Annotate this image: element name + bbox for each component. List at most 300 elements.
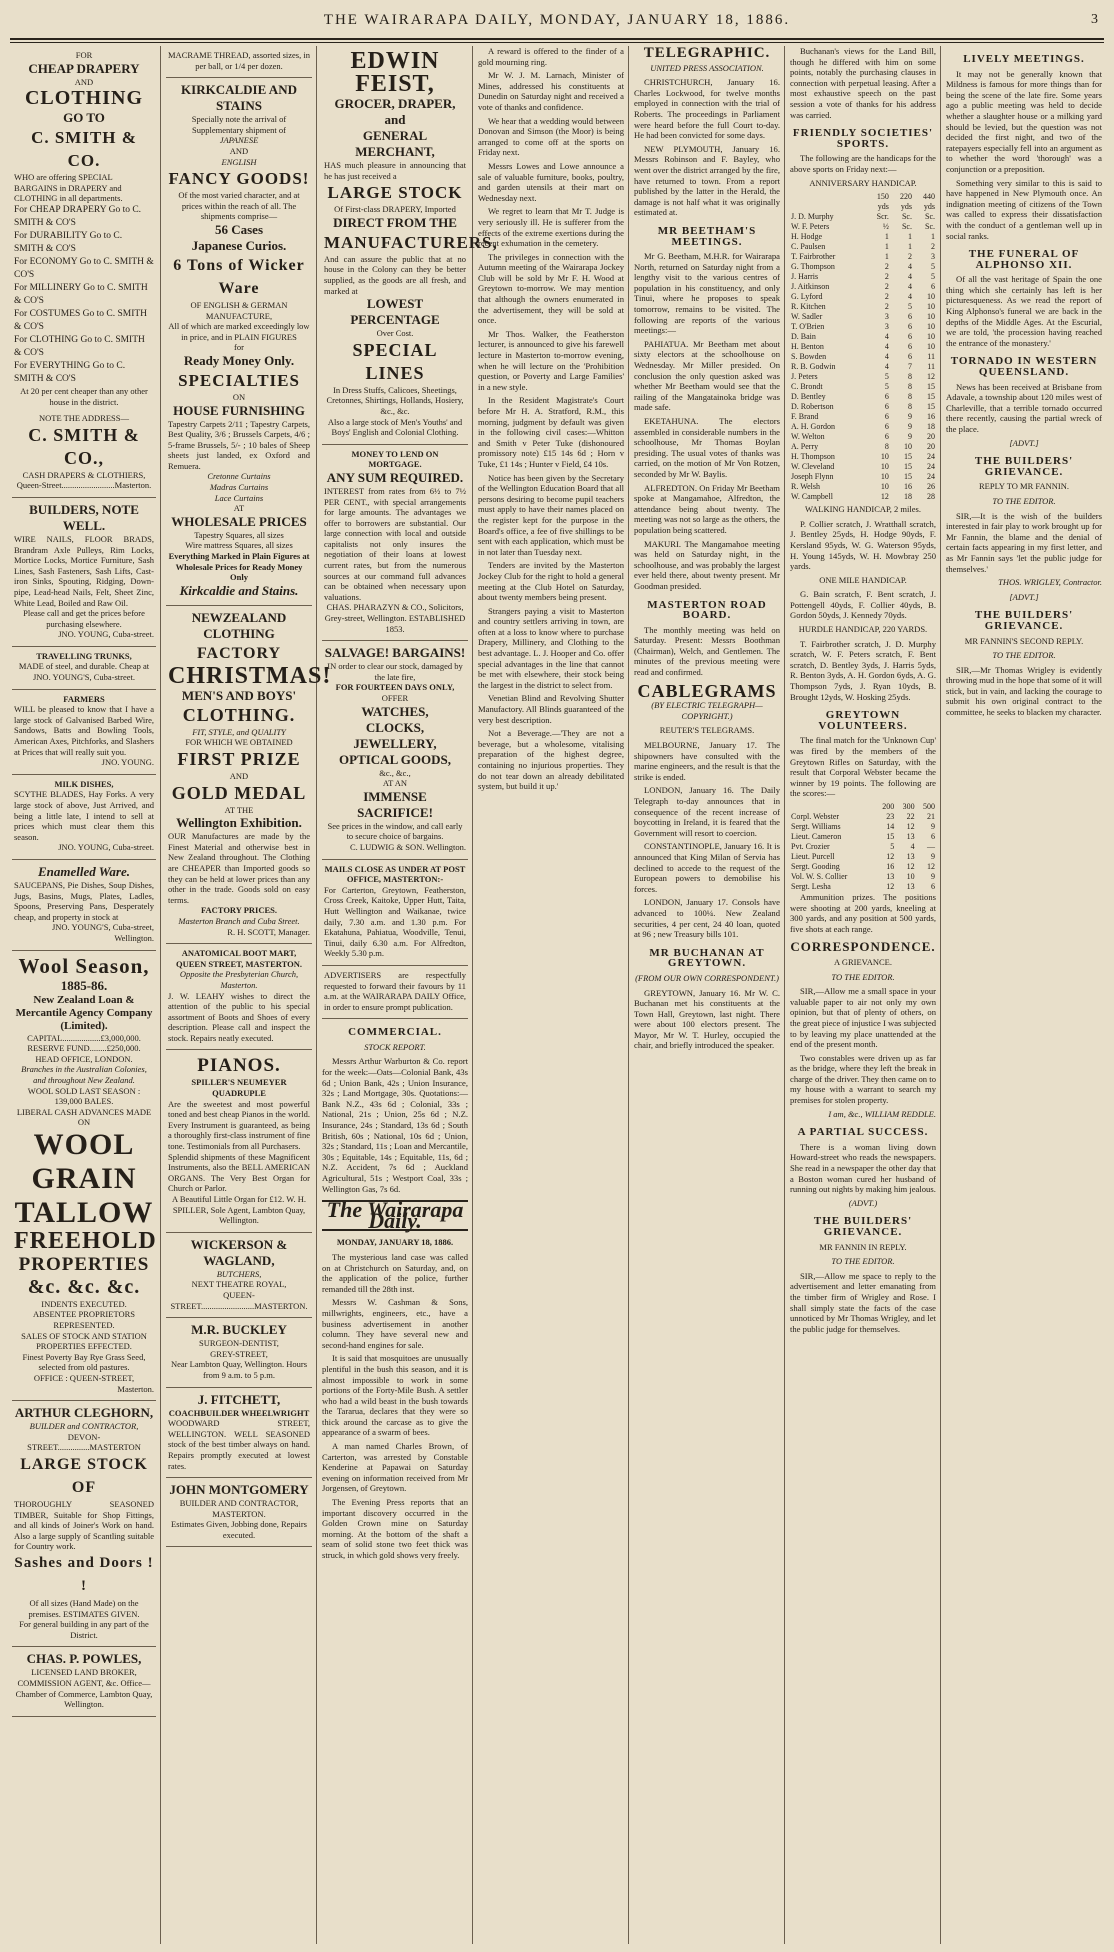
ad-body: Estimates Given, Jobbing done, Repairs executed.: [171, 1519, 307, 1540]
table-cell-value: 18: [903, 492, 912, 502]
column-1: [12, 46, 156, 1946]
table-row: [790, 812, 936, 822]
table-cell-value: Sc.: [925, 222, 935, 232]
table-cell-value: 5: [884, 382, 889, 392]
table-row: [790, 422, 936, 432]
ad-body: For Carterton, Greytown, Featherston, Cross Creek, Kaitoke, Upper Hutt, Taita, Hutt Wellington and Waikanae, twice daily, 7.30 a.m. and 1.30 p.m. For Ekatahuna, Pahiatua, Woodville, Tenui, Tinui, daily 6.30 a.m. For Alfredton, Weekly 5.30 p.m.: [324, 884, 466, 959]
ad-signature: JNO. YOUNG'S, Cuba-street, Wellington.: [51, 922, 154, 943]
table-header: 440: [923, 192, 935, 202]
article-paragraph: The following are the handicaps for the above sports on Friday next:—: [790, 153, 936, 174]
ad-body: SAUCEPANS, Pie Dishes, Soup Dishes, Jugs, Basins, Mugs, Plates, Ladles, Spoons, Preserving Pans, Desperately cheap, and property in stock at: [14, 879, 154, 922]
ad-text: GO TO: [63, 110, 105, 126]
table-cell-value: 12: [886, 881, 895, 891]
ad-text: OFFER: [381, 693, 409, 703]
column-divider: [316, 46, 317, 1944]
table-row: [790, 332, 936, 342]
table-cell-value: 1: [907, 242, 912, 252]
nz-clothing-factory-ad: [166, 606, 332, 944]
table-row: [790, 222, 936, 232]
article-paragraph: LONDON, January 17. Consols have advanced to 100¼. New Zealand securities, 4 per cent, 24 40 loan, quoted at 96 ; new Treasury bills 101.: [634, 897, 780, 940]
table-cell-value: 14: [886, 821, 895, 831]
table-header: yds: [877, 202, 889, 212]
table-header-row: [790, 802, 936, 812]
table-cell-value: 9: [931, 851, 935, 861]
farmers-ad: [12, 690, 156, 775]
ad-headline: MONEY TO LEND ON MORTGAGE.: [351, 448, 439, 470]
ad-text: Japanese Curios.: [191, 237, 287, 253]
table-cell-value: 10: [880, 482, 889, 492]
ad-firm-name: ARTHUR CLEGHORN,: [14, 1405, 154, 1421]
ad-body: Splendid shipments of these Magnificent Instruments, also the BELL AMERICAN ORGANS. The Very Best Organ for Church or Parlor.: [168, 1151, 310, 1194]
table-cell-value: 21: [927, 811, 935, 821]
ad-headline: PIANOS.: [197, 1055, 281, 1077]
table-cell-value: 16: [927, 412, 935, 422]
article-paragraph: Mr W. J. M. Larnach, Minister of Mines, addressed his constituents at Dunedin on Saturday night and received a vote of thanks and confidence.: [478, 70, 624, 112]
kirkcaldie-ad: [166, 78, 312, 606]
table-cell-value: 15: [927, 402, 935, 412]
table-cell-value: 15: [903, 462, 912, 472]
cleghorn-ad: [12, 1401, 156, 1647]
section-subheading: WALKING HANDICAP, 2 miles.: [805, 504, 921, 515]
article-paragraph: Two constables were driven up as far as the bridge, where they left the break in charge of the driver. They then came on to my house with a warrant to search my premises for stolen property.: [790, 1052, 936, 1106]
table-header: 220: [899, 192, 912, 202]
table-row: [790, 402, 936, 412]
table-cell-value: 11: [927, 362, 935, 372]
ad-list: [14, 204, 154, 386]
table-cell-value: 12: [886, 851, 895, 861]
ad-firm-name: FACTORY: [196, 644, 282, 662]
table-row: [790, 362, 936, 372]
table-cell-value: Sc.: [925, 212, 935, 222]
ad-headline: MAILS CLOSE AS UNDER AT POST OFFICE, MASTERTON:-: [324, 863, 466, 885]
table-cell-value: 13: [906, 831, 915, 841]
ad-text: ENGLISH: [221, 156, 257, 167]
section-heading: THE BUILDERS' GRIEVANCE.: [974, 455, 1074, 478]
ad-headline: SPECIAL LINES: [352, 339, 438, 383]
ad-list-item: For EVERYTHING Go to C. SMITH & CO'S: [14, 360, 126, 384]
money-to-lend-ad: [322, 445, 468, 642]
mails-ad: [322, 860, 468, 966]
ad-text: AT: [233, 503, 245, 514]
handicap-table-body: [790, 212, 936, 502]
table-row: [790, 882, 936, 892]
ad-body: Please call and get the prices before purchasing elsewhere.: [23, 608, 145, 629]
table-cell-value: 4: [910, 841, 915, 851]
ad-text: 56 Cases: [214, 221, 264, 237]
table-cell-value: 4: [884, 362, 889, 372]
ad-firm-name: New Zealand Loan & Mercantile Agency Company (Limited).: [15, 993, 153, 1032]
table-row: [790, 832, 936, 842]
table-cell-value: 5: [931, 262, 935, 272]
article-paragraph: SIR,—Allow me a small space in your valuable paper to air not only my own opinion, but that of plenty of others, on the great piece of injustice I was subjected to by leaving my place unattended at the end of the present month.: [790, 986, 936, 1050]
table-row: [790, 822, 936, 832]
table-cell-value: 2: [884, 292, 889, 302]
table-cell-name: Vol. W. S. Collier: [791, 871, 848, 881]
table-cell-name: C. Brondt: [791, 382, 823, 392]
table-header: 150: [876, 192, 889, 202]
table-cell-name: Corpl. Webster: [791, 811, 840, 821]
table-cell-value: 15: [903, 452, 912, 462]
table-cell-value: 7: [907, 362, 912, 372]
table-row: [790, 282, 936, 292]
ad-body: In Dress Stuffs, Calicoes, Sheetings, Cretonnes, Shirtings, Hollands, Hosiery, &c., &c.: [326, 384, 464, 416]
ad-list-item: For ECONOMY Go to C. SMITH & CO'S: [14, 256, 154, 280]
table-row: [790, 212, 936, 222]
handicap-table: [790, 192, 936, 502]
section-subheading: TO THE EDITOR.: [831, 1256, 895, 1267]
table-cell-value: 6: [931, 282, 935, 292]
article-paragraph: Of all the vast heritage of Spain the one thing which she certainly has left is her picturesqueness. As we read the report of King Alphonso's funeral we are back in the depths of the Middle Ages. At the Escurial, we are told, 'the procession having reached the entrance of the monastery.': [946, 274, 1102, 348]
table-row: [790, 382, 936, 392]
article-paragraph: It is said that mosquitoes are unusually plentiful in the bush this season, and it is almost impossible to work in some portions of the Forty-Mile Bush. A settler who had a wild beast in the bush towards the Tararua, declares that they were so thick around the carcase as to give the appearance of a swarm of bees.: [322, 1353, 468, 1438]
ad-text: Ready Money Only.: [183, 352, 295, 368]
ad-signature: C. LUDWIG & SON. Wellington.: [349, 841, 466, 852]
article-paragraph: SIR,—Allow me space to reply to the advertisement and letter emanating from the timber firm of Wrigley and Rose. I shall simply state the facts of the case unnoticed by Mr Thomas Wrigley, and let the public judge for themselves.: [790, 1270, 936, 1334]
ad-text: ON: [232, 391, 246, 402]
ad-text: COACHBUILDER WHEELWRIGHT: [168, 1407, 310, 1418]
ad-text: BUILDER AND CONTRACTOR, MASTERTON.: [179, 1498, 299, 1519]
table-cell-name: D. Bentley: [791, 392, 826, 402]
wickerson-ad: [166, 1233, 312, 1318]
section-heading: MASTERTON ROAD BOARD.: [647, 598, 767, 622]
ad-text: SPILLER'S NEUMEYER QUADRUPLE: [191, 1077, 287, 1099]
telegraphic-heading: TELEGRAPHIC.: [643, 45, 771, 61]
ad-headline: TALLOW: [14, 1195, 154, 1229]
section-heading: CABLEGRAMS: [637, 680, 777, 701]
ad-body: MACRAME THREAD, assorted sizes, in per ball, or 1/4 per dozen.: [168, 50, 310, 71]
section-subheading: MR FANNIN'S SECOND REPLY.: [964, 635, 1084, 646]
page-masthead: [10, 8, 1104, 34]
ad-headline: TRAVELLING TRUNKS,: [36, 650, 132, 661]
table-cell-name: W. Welton: [791, 432, 825, 442]
section-heading: GREYTOWN VOLUNTEERS.: [818, 709, 908, 732]
article-paragraph: Messrs Lowes and Lowe announce a sale of valuable furniture, books, poultry, and garden utensils at their mart on Wednesday next.: [478, 160, 624, 203]
table-cell-value: 4: [907, 272, 912, 282]
article-paragraph: Buchanan's views for the Land Bill, though he differed with him on some points, notably the purchasing clauses in connection with perpetual leasing. After a most exhaustive speech on the past session a vote of thanks for his address was carried.: [790, 46, 936, 120]
article-paragraph: LONDON, January 16. The Daily Telegraph to-day announces that in consequence of the recent increase of boycotting in Ireland, it is feared that the Government will resort to coercion.: [634, 785, 780, 838]
ad-address: QUEEN-STREET.........................MASTERTON.: [170, 1289, 308, 1311]
article-paragraph: Notice has been given by the Secretary of the Wellington Education Board that all persons desiring to become pupil teachers must apply to have their names placed on the register kept for the purpose in the Board's office, a fee of five shillings to be sent with each application, which must be in not later than Tuesday next.: [478, 472, 624, 557]
ad-firm-name: CHAS. P. POWLES,: [26, 1651, 142, 1667]
table-cell-value: 8: [884, 442, 889, 452]
advertisers-notice: [322, 966, 468, 1019]
ad-text: CASH DRAPERS & CLOTHIERS,: [22, 469, 146, 480]
table-cell-name: Pvt. Crozier: [791, 841, 830, 851]
table-row: [790, 472, 936, 482]
ad-body: OUR Manufactures are made by the Finest Material and otherwise best in New Zealand throughout. The Clothing are CHEAPER than Imported goods so they can be held at lower prices than any other in the trade. Goods sold on easy terms.: [168, 831, 310, 905]
table-cell-value: 24: [927, 472, 935, 482]
table-cell-name: H. Benton: [791, 342, 824, 352]
ad-headline: GOLD MEDAL: [171, 782, 307, 803]
table-cell-value: 4: [884, 352, 889, 362]
ad-headline: ANY SUM REQUIRED.: [326, 469, 464, 485]
ad-body: INTEREST from rates from 6½ to 7½ PER CENT., with special arrangements for large amounts. The advantages we offer to borrowers are substantial. Our large connection with local and outside capitalists not only insures the negotiation of their loans at lowest current rates, but from the numerous sources at our command full advances can be obtained when necessary upon valuations.: [324, 485, 466, 602]
article-paragraph: Strangers paying a visit to Masterton and country settlers arriving in town, are often at a loss to know where to purchase Drapery, Millinery, and Clothing to the best advantage. L. J. Hooper and Co. offer special advantages in the line that cannot be met with elsewhere, their stock being the largest in the district to select from.: [478, 605, 624, 690]
table-cell-value: 6: [884, 432, 889, 442]
table-cell-value: 1: [907, 232, 912, 242]
article-paragraph: NEW PLYMOUTH, January 16. Messrs Robinson and F. Bayley, who went over the district arranged by the fire, have returned to town. From a report published by the latter in the Herald, the damage is not half what it was originally estimated at.: [634, 143, 780, 218]
table-cell-value: 5: [931, 272, 935, 282]
table-cell-name: W. F. Peters: [791, 222, 830, 232]
table-cell-value: 26: [927, 482, 935, 492]
section-subheading: [ADVT.]: [1009, 437, 1039, 448]
table-cell-value: 12: [927, 372, 935, 382]
table-cell-value: 5: [907, 302, 912, 312]
table-cell-value: 6: [907, 352, 912, 362]
ad-text: Cretonne Curtains: [207, 471, 271, 482]
ad-body: WILL be pleased to know that I have a large stock of Galvanised Barbed Wire, Sandows, Batts and Bowling Tools, American Axes, Pitchforks, and Slashers at Prices that will really suit you.: [14, 704, 154, 757]
column-4: [478, 46, 624, 1946]
table-cell-value: 15: [886, 831, 895, 841]
buckley-ad: [166, 1318, 312, 1387]
article-paragraph: There is a woman living down Howard-street who reads the newspapers. She read in a newspaper the other day that a Boston woman cured her husband of running out nights by making him jealous.: [790, 1141, 936, 1195]
ad-text: ABSENTEE PROPRIETORS REPRESENTED.: [32, 1309, 136, 1331]
article-paragraph: Not a Beverage.—'They are not a beverage, but a wholesome, vitalising preparation of the highest degree, containing no injurious properties. They do not tear down an already debilitated system, but build it up.': [478, 728, 624, 792]
ad-body: And can assure the public that at no house in the Colony can they be better supplied, as the goods are all fresh, and marked at: [324, 253, 466, 296]
commercial-heading: COMMERCIAL.: [348, 1026, 442, 1039]
ad-body: For general building in any part of the District.: [19, 1619, 149, 1640]
table-cell-value: 1: [884, 242, 889, 252]
ad-address: Masterton.: [117, 1383, 154, 1394]
letter-signature: THOS. WRIGLEY, Contractor.: [998, 577, 1102, 588]
table-header: 500: [923, 801, 935, 811]
table-cell-name: G. Thompson: [791, 262, 835, 272]
section-heading: A PARTIAL SUCCESS.: [797, 1126, 929, 1139]
article-paragraph: We regret to learn that Mr T. Judge is very seriously ill. He is sufferer from the effects of the extreme exertions during the recent exhumation in the cemetery.: [478, 206, 624, 249]
ad-text: FOR WHICH WE OBTAINED: [185, 737, 293, 748]
table-cell-value: 2: [931, 242, 935, 252]
table-cell-value: 18: [927, 422, 935, 432]
section-subheading: TO THE EDITOR.: [992, 650, 1056, 661]
ad-text: SURGEON-DENTIST,: [199, 1338, 279, 1349]
ad-headline: BUILDERS, NOTE WELL.: [29, 501, 139, 533]
article-paragraph: A reward is offered to the finder of a gold mourning ring.: [478, 46, 624, 67]
ad-headline: MEN'S AND BOYS': [181, 687, 297, 703]
article-paragraph: Mr G. Beetham, M.H.R. for Wairarapa North, returned on Saturday night from a lengthy visit to the various centres of population in his constituency, and only Tinui, where he proposes to speak tomorrow, remains to be visited. The following are reports of the various meetings:—: [634, 251, 780, 336]
table-row: [790, 842, 936, 852]
ad-text: LIBERAL CASH ADVANCES MADE ON: [16, 1106, 152, 1128]
telegraphic-subheading: UNITED PRESS ASSOCIATION.: [650, 62, 764, 73]
article-paragraph: PAHIATUA. Mr Beetham met about sixty electors at the schoolhouse on Wednesday. Mr Miller presided. On conclusion the only question asked was whether Mr Beetham would see that the railing of the Mangatainoka bridge was made safe.: [634, 338, 780, 413]
ad-text: INDENTS EXECUTED.: [41, 1298, 127, 1309]
header-rule: [10, 38, 1104, 43]
ad-headline: CLOTHING.: [182, 704, 296, 725]
table-row: [790, 302, 936, 312]
table-cell-value: 4: [907, 292, 912, 302]
table-cell-name: Lieut. Purcell: [791, 851, 835, 861]
ad-signature: JNO. YOUNG.: [101, 757, 154, 768]
table-cell-value: 24: [927, 462, 935, 472]
section-subheading: HURDLE HANDICAP, 220 YARDS.: [798, 624, 928, 635]
article-paragraph: MELBOURNE, January 17. The shipowners have consulted with the marine engineers, and the result is that the strike is ended.: [634, 740, 780, 782]
article-paragraph: It may not be generally known that Mildness is famous for more things than for being the scene of the late fire. Some years ago a public meeting was held to decide whether a slaughter house or a milking yard should be levied, but the question was not decided the first night, and two of the ratepayers especially fell into an argument as to whether the word 'thorough' was a conjunction or a preposition.: [946, 68, 1102, 174]
powles-ad: [12, 1647, 156, 1716]
table-row: [790, 272, 936, 282]
ad-body: Of all sizes (Hand Made) on the premises. ESTIMATES GIVEN.: [28, 1597, 140, 1619]
table-cell-value: 10: [927, 332, 935, 342]
ad-signature: CHAS. PHARAZYN & CO., Solicitors, Grey-street, Wellington. ESTABLISHED 1853.: [324, 602, 466, 634]
ad-address: Queen-Street.........................Masterton.: [16, 480, 152, 491]
ad-body: See prices in the window, and call early to secure choice of bargains.: [327, 820, 463, 842]
article-paragraph: MAKURI. The Mangamahoe meeting was held on Saturday night, in the schoolhouse, and was probably the largest ever held there, about twenty present. Mr Goodman presided.: [634, 538, 780, 591]
macrame-ad: [166, 46, 312, 78]
article-paragraph: The privileges in connection with the Autumn meeting of the Wairarapa Jockey Club will be sold by Mr F. H. Wood at Greytown to-morrow. We may mention that although the owners enumerated in the advertisement, they will be sold at once.: [478, 251, 624, 326]
ad-body: WIRE NAILS, FLOOR BRADS, Brandram Axle Pulleys, Rim Locks, Mortice Locks, Mortice Furniture, Sash Lines, Sash Fasteners, Sash Lifts, Cast-iron Sinks, Spouting, Ridging, Down-pipe, Lead-head Nails, Felt, Sheet Zinc, White Lead, Boiled and Raw Oil.: [14, 533, 154, 608]
section-heading: THE BUILDERS' GRIEVANCE.: [974, 609, 1074, 632]
ad-list-item: For COSTUMES Go to C. SMITH & CO'S: [14, 308, 148, 332]
table-row: [790, 242, 936, 252]
ad-headline: CLOTHING: [24, 87, 144, 110]
ad-text: &c., &c.,: [379, 767, 411, 778]
ad-text: Lace Curtains: [214, 492, 264, 503]
column-divider: [160, 46, 161, 1944]
column-divider: [940, 46, 941, 1944]
table-header: 300: [902, 801, 915, 811]
milk-dishes-ad: [12, 775, 156, 860]
ad-firm-name: Kirkcaldie and Stains.: [179, 582, 299, 598]
feist-ad: [322, 46, 498, 445]
ad-text: AND: [229, 145, 249, 156]
smith-drapery-ad: [12, 46, 156, 498]
ad-text: CLOCKS,: [365, 719, 425, 735]
table-row: [790, 392, 936, 402]
ad-firm-name: WICKERSON & WAGLAND,: [190, 1236, 288, 1268]
ad-body: Specially note the arrival of Supplementary shipment of: [191, 114, 287, 135]
section-subheading: (ADVT.): [848, 1197, 878, 1208]
table-cell-value: Sc.: [901, 212, 912, 222]
montgomery-ad: [166, 1478, 312, 1547]
ad-text: BUILDER and CONTRACTOR,: [29, 1421, 139, 1432]
table-cell-value: 8: [907, 372, 912, 382]
ad-text: GENERAL MERCHANT,: [355, 128, 435, 159]
ad-text: WOOL SOLD LAST SEASON : 139,000 BALES.: [27, 1085, 141, 1107]
ad-text: 1885-86.: [60, 977, 108, 993]
table-header: yds: [923, 202, 935, 212]
ad-headline: MANUFACTURERS,: [324, 232, 498, 252]
section-subheading: TO THE EDITOR.: [992, 495, 1056, 506]
table-cell-value: 6: [907, 322, 912, 332]
table-cell-value: 10: [927, 322, 935, 332]
table-cell-value: 2: [884, 262, 889, 272]
table-cell-value: 12: [906, 861, 915, 871]
ad-firm-name: JOHN MONTGOMERY: [169, 1482, 309, 1498]
ad-text: Branches in the Australian Colonies, and throughout New Zealand.: [21, 1064, 147, 1085]
article-paragraph: SIR,—It is the wish of the builders interested in fair play to work brought up for Mr Fannin, the blame and the denial of certain facts appearing in my first letter, and as Mr Fannin says 'let the public judge for themselves.': [946, 510, 1102, 574]
ad-text: HEAD OFFICE, LONDON.: [35, 1053, 133, 1064]
ad-headline: IMMENSE SACRIFICE!: [357, 788, 433, 820]
table-cell-value: 13: [906, 851, 915, 861]
table-cell-name: Sergt. Gooding: [791, 861, 840, 871]
anatomical-boot-ad: [166, 944, 312, 1050]
letter-signature: I am, &c., WILLIAM REDDLE.: [828, 1108, 936, 1119]
section-subheading: [ADVT.]: [1009, 591, 1039, 602]
ad-list-item: For DURABILITY Go to C. SMITH & CO'S: [14, 230, 123, 254]
ad-text: for: [234, 342, 244, 353]
ad-text: AT THE: [224, 804, 254, 815]
scores-table-body: [790, 812, 936, 892]
column-divider: [784, 46, 785, 1944]
table-row: [790, 412, 936, 422]
ad-body: J. W. LEAHY wishes to direct the attention of the public to his special assortment of Boots and Shoes of every description. Please call and inspect the stock. Repairs neatly executed.: [168, 990, 310, 1043]
ad-list-item: For CLOTHING Go to C. SMITH & CO'S: [14, 334, 145, 358]
article-paragraph: P. Collier scratch, J. Wratthall scratch, J. Bentley 25yds, H. Hodge 90yds, F. Kersland 95yds, W. G. Waterson 95yds, H. Young 145yds, W. H. Mowbray 250 yards.: [790, 518, 936, 572]
ad-headline: HOUSE FURNISHING: [173, 402, 305, 418]
table-cell-value: 12: [906, 821, 915, 831]
ad-text: &c. &c. &c.: [27, 1275, 141, 1298]
ad-body: Are the sweetest and most powerful toned and best cheap Pianos in the world. Every Instrument is guaranteed, as being a thoroughly first-class instrument of fine tone. Testimonials from all Purchasers.: [168, 1098, 310, 1152]
section-heading: TORNADO IN WESTERN QUEENSLAND.: [950, 355, 1098, 379]
table-cell-name: R. Kitchen: [791, 302, 826, 312]
table-cell-name: H. Hodge: [791, 232, 823, 242]
table-cell-value: 6: [884, 402, 889, 412]
article-paragraph: Tenders are invited by the Masterton Jockey Club for the right to hold a general meeting at the Club Hotel on Saturday, about twenty members being present.: [478, 560, 624, 603]
table-cell-value: 4: [884, 342, 889, 352]
ad-headline: GRAIN: [31, 1161, 137, 1195]
ad-firm-name: NEWZEALAND CLOTHING: [191, 609, 287, 641]
table-cell-value: 15: [927, 392, 935, 402]
ad-headline: Enamelled Ware.: [38, 863, 130, 879]
table-cell-value: 2: [907, 252, 912, 262]
table-cell-name: R. B. Godwin: [791, 362, 836, 372]
table-cell-name: C. Paulsen: [791, 242, 826, 252]
ad-address: GREY-STREET,: [210, 1348, 268, 1359]
section-heading: THE FUNERAL OF ALPHONSO XII.: [968, 248, 1080, 271]
ad-headline: FREEHOLD: [14, 1227, 157, 1254]
ad-signature: A Beautiful Little Organ for £12. W. H. SPILLER, Sole Agent, Lambton Quay, Wellington.: [172, 1194, 306, 1226]
builders-ad: [12, 498, 156, 647]
table-cell-value: 9: [907, 412, 912, 422]
section-subheading: REUTER'S TELEGRAMS.: [659, 725, 755, 736]
ad-body: SCYTHE BLADES, Hay Forks. A very large stock of above, Just Arrived, and being a little late, I intend to sell at prices which must clear them this season.: [14, 789, 154, 842]
ad-text: WATCHES,: [361, 703, 429, 719]
table-cell-name: Joseph Flynn: [791, 472, 834, 482]
ad-text: FIT, STYLE, and QUALITY: [192, 726, 286, 737]
article-paragraph: CONSTANTINOPLE, January 16. It is announced that King Milan of Servia has declined to accede to the request of the European powers to demobilise his forces.: [634, 841, 780, 894]
ad-headline: WOOL: [33, 1127, 135, 1161]
section-subheading: ANNIVERSARY HANDICAP.: [809, 177, 917, 188]
ad-address: Masterton Branch and Cuba Street.: [178, 915, 300, 926]
table-header-row: [790, 202, 936, 212]
table-cell-name: Sergt. Lesha: [791, 881, 831, 891]
table-cell-value: 1: [884, 252, 889, 262]
table-cell-value: 10: [927, 302, 935, 312]
ad-body: WHO are offering SPECIAL BARGAINS in DRAPERY and CLOTHING in all departments.: [14, 172, 123, 204]
table-cell-name: J. Aitkinson: [791, 282, 830, 292]
table-cell-value: 1: [931, 232, 935, 242]
ad-text: AND: [74, 76, 94, 87]
ad-headline: CHEAP DRAPERY: [28, 60, 140, 76]
section-subheading: (FROM OUR OWN CORRESPONDENT.): [635, 972, 779, 983]
enamelled-ware-ad: [12, 860, 156, 951]
table-cell-name: Sergt. Williams: [791, 821, 841, 831]
table-row: [790, 312, 936, 322]
ad-address: OFFICE : QUEEN-STREET,: [33, 1373, 135, 1384]
table-cell-value: Scr.: [876, 212, 889, 222]
pianos-ad: [166, 1050, 312, 1232]
table-cell-value: 9: [931, 821, 935, 831]
ad-headline: LARGE STOCK OF: [20, 1456, 148, 1496]
ad-headline: FIRST PRIZE: [177, 749, 301, 769]
article-paragraph: The Evening Press reports that an important discovery occurred in the Golden Crown mine on Saturday morning. At the bottom of the shaft a seam of solid stone two feet thick was struck, in which gold shows very freely.: [322, 1497, 468, 1560]
column-2: [166, 46, 332, 1946]
ad-text: CAPITAL..................£3,000,000.: [27, 1032, 141, 1043]
section-heading: THE BUILDERS' GRIEVANCE.: [813, 1215, 913, 1238]
column-3: [322, 46, 498, 1946]
ad-text: Over Cost.: [376, 328, 414, 339]
table-cell-value: 10: [880, 472, 889, 482]
ad-text: Opposite the Presbyterian Church, Masterton.: [179, 969, 299, 990]
ad-text: AT AN: [382, 778, 408, 789]
